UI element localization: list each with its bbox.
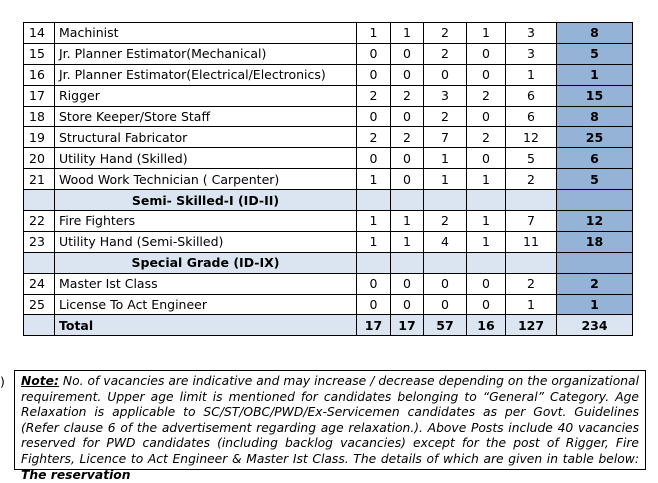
- vacancy-count-cell: 1: [357, 231, 391, 252]
- table-row: [24, 148, 633, 169]
- note-marker: ): [0, 374, 5, 389]
- vacancy-count-cell: 0: [467, 43, 506, 64]
- vacancy-count-cell: 0: [357, 106, 391, 127]
- table-row: [24, 43, 633, 64]
- table-row: [24, 211, 633, 232]
- vacancy-count-cell: 0: [424, 273, 467, 294]
- table-row: [24, 85, 633, 106]
- section-header-row: [24, 252, 633, 273]
- note-text: No. of vacancies are indicative and may increase / decrease depending on the organizational requirement. Upper age limit is mentioned for candidates belonging to “General” Category. Age Relaxation is applicable to SC/ST/OBC/PWD/Ex-Servicemen candidates as per Govt. Guidelines (Refer clause 6 of the advertisement regarding age relaxation.). Above Posts include 40 vacancies reserved for PWD candidates (including backlog vacancies) except for the post of Rigger, Fire Fighters, Licence to Act Engineer & Master Ist Class. The details of which are given in table below:: [21, 374, 639, 466]
- vacancy-table: [23, 22, 633, 336]
- serial-number-cell: 15: [24, 43, 55, 64]
- post-name-cell: Machinist: [55, 23, 357, 44]
- vacancy-count-cell: 1: [467, 211, 506, 232]
- vacancy-count-cell: 5: [506, 148, 557, 169]
- serial-number-cell: 14: [24, 23, 55, 44]
- row-total-cell: 18: [557, 231, 633, 252]
- section-total-cell: [557, 190, 633, 211]
- row-total-cell: 5: [557, 169, 633, 190]
- vacancy-count-cell: 0: [391, 106, 424, 127]
- total-value-cell: 16: [467, 315, 506, 336]
- post-name-cell: Utility Hand (Semi-Skilled): [55, 231, 357, 252]
- serial-number-cell: 17: [24, 85, 55, 106]
- vacancy-count-cell: 7: [424, 127, 467, 148]
- vacancy-count-cell: 1: [424, 169, 467, 190]
- vacancy-count-cell: 2: [424, 106, 467, 127]
- row-total-cell: 8: [557, 23, 633, 44]
- vacancy-count-cell: 0: [391, 294, 424, 315]
- post-name-cell: Rigger: [55, 85, 357, 106]
- section-blank-cell: [424, 252, 467, 273]
- vacancy-count-cell: 0: [357, 294, 391, 315]
- section-blank-cell: [506, 252, 557, 273]
- vacancy-count-cell: 2: [467, 85, 506, 106]
- vacancy-count-cell: 1: [391, 211, 424, 232]
- table-row: [24, 231, 633, 252]
- vacancy-count-cell: 12: [506, 127, 557, 148]
- vacancy-count-cell: 0: [467, 273, 506, 294]
- vacancy-count-cell: 2: [424, 43, 467, 64]
- total-value-cell: 127: [506, 315, 557, 336]
- vacancy-count-cell: 2: [506, 169, 557, 190]
- vacancy-count-cell: 0: [467, 64, 506, 85]
- vacancy-count-cell: 2: [424, 23, 467, 44]
- post-name-cell: Utility Hand (Skilled): [55, 148, 357, 169]
- section-title: Special Grade (ID-IX): [55, 252, 357, 273]
- vacancy-count-cell: 1: [357, 211, 391, 232]
- vacancy-table-body: [24, 23, 633, 336]
- row-total-cell: 5: [557, 43, 633, 64]
- section-title: Semi- Skilled-I (ID-II): [55, 190, 357, 211]
- serial-number-cell: 24: [24, 273, 55, 294]
- vacancy-count-cell: 0: [467, 148, 506, 169]
- serial-number-cell: 19: [24, 127, 55, 148]
- vacancy-count-cell: 4: [424, 231, 467, 252]
- vacancy-count-cell: 6: [506, 106, 557, 127]
- row-total-cell: 6: [557, 148, 633, 169]
- post-name-cell: Jr. Planner Estimator(Mechanical): [55, 43, 357, 64]
- vacancy-count-cell: 2: [467, 127, 506, 148]
- table-row: [24, 169, 633, 190]
- section-blank-cell: [357, 190, 391, 211]
- row-total-cell: 15: [557, 85, 633, 106]
- section-blank-cell: [391, 252, 424, 273]
- serial-number-cell: 16: [24, 64, 55, 85]
- vacancy-count-cell: 0: [391, 148, 424, 169]
- vacancy-count-cell: 1: [391, 231, 424, 252]
- total-value-cell: 17: [357, 315, 391, 336]
- serial-number-cell: 21: [24, 169, 55, 190]
- section-blank-cell: [506, 190, 557, 211]
- post-name-cell: Store Keeper/Store Staff: [55, 106, 357, 127]
- vacancy-count-cell: 2: [357, 127, 391, 148]
- vacancy-count-cell: 3: [506, 23, 557, 44]
- vacancy-count-cell: 1: [467, 231, 506, 252]
- section-total-cell: [557, 252, 633, 273]
- section-blank-cell: [391, 190, 424, 211]
- table-row: [24, 273, 633, 294]
- row-total-cell: 25: [557, 127, 633, 148]
- vacancy-count-cell: 2: [391, 85, 424, 106]
- vacancy-count-cell: 1: [467, 23, 506, 44]
- vacancy-count-cell: 2: [424, 211, 467, 232]
- serial-number-cell: 22: [24, 211, 55, 232]
- post-name-cell: License To Act Engineer: [55, 294, 357, 315]
- note-label: Note:: [21, 374, 59, 388]
- vacancy-count-cell: 3: [424, 85, 467, 106]
- row-total-cell: 12: [557, 211, 633, 232]
- vacancy-count-cell: 1: [357, 23, 391, 44]
- vacancy-count-cell: 3: [506, 43, 557, 64]
- vacancy-count-cell: 0: [357, 43, 391, 64]
- row-total-cell: 1: [557, 64, 633, 85]
- post-name-cell: Jr. Planner Estimator(Electrical/Electronics): [55, 64, 357, 85]
- vacancy-count-cell: 0: [357, 64, 391, 85]
- post-name-cell: Structural Fabricator: [55, 127, 357, 148]
- total-value-cell: 17: [391, 315, 424, 336]
- post-name-cell: Master Ist Class: [55, 273, 357, 294]
- note-box: [14, 370, 646, 482]
- vacancy-count-cell: 2: [357, 85, 391, 106]
- row-total-cell: 8: [557, 106, 633, 127]
- serial-number-cell: 20: [24, 148, 55, 169]
- row-total-cell: 1: [557, 294, 633, 315]
- table-row: [24, 23, 633, 44]
- vacancy-count-cell: 0: [424, 294, 467, 315]
- row-total-cell: 2: [557, 273, 633, 294]
- vacancy-count-cell: 11: [506, 231, 557, 252]
- table-row: [24, 64, 633, 85]
- vacancy-count-cell: 1: [467, 169, 506, 190]
- section-blank-cell: [357, 252, 391, 273]
- note-bold-tail: The reservation: [21, 467, 131, 482]
- serial-number-cell: 23: [24, 231, 55, 252]
- post-name-cell: Wood Work Technician ( Carpenter): [55, 169, 357, 190]
- vacancy-count-cell: 0: [467, 294, 506, 315]
- vacancy-count-cell: 0: [391, 273, 424, 294]
- vacancy-count-cell: 7: [506, 211, 557, 232]
- vacancy-count-cell: 0: [357, 273, 391, 294]
- table-row: [24, 127, 633, 148]
- section-blank-cell: [424, 190, 467, 211]
- total-label: Total: [55, 315, 357, 336]
- vacancy-count-cell: 0: [391, 64, 424, 85]
- grand-total-cell: 234: [557, 315, 633, 336]
- total-blank-cell: [24, 315, 55, 336]
- vacancy-count-cell: 2: [391, 127, 424, 148]
- vacancy-count-cell: 1: [424, 148, 467, 169]
- vacancy-count-cell: 0: [467, 106, 506, 127]
- serial-number-cell: 18: [24, 106, 55, 127]
- vacancy-count-cell: 1: [391, 23, 424, 44]
- vacancy-count-cell: 1: [357, 169, 391, 190]
- section-blank-cell: [24, 252, 55, 273]
- total-value-cell: 57: [424, 315, 467, 336]
- vacancy-count-cell: 0: [391, 169, 424, 190]
- vacancy-count-cell: 1: [506, 64, 557, 85]
- vacancy-count-cell: 0: [357, 148, 391, 169]
- section-blank-cell: [467, 190, 506, 211]
- vacancy-count-cell: 2: [506, 273, 557, 294]
- serial-number-cell: 25: [24, 294, 55, 315]
- post-name-cell: Fire Fighters: [55, 211, 357, 232]
- total-row: [24, 315, 633, 336]
- section-header-row: [24, 190, 633, 211]
- section-blank-cell: [467, 252, 506, 273]
- section-blank-cell: [24, 190, 55, 211]
- vacancy-count-cell: 0: [424, 64, 467, 85]
- table-row: [24, 294, 633, 315]
- vacancy-count-cell: 6: [506, 85, 557, 106]
- vacancy-count-cell: 1: [506, 294, 557, 315]
- table-row: [24, 106, 633, 127]
- vacancy-count-cell: 0: [391, 43, 424, 64]
